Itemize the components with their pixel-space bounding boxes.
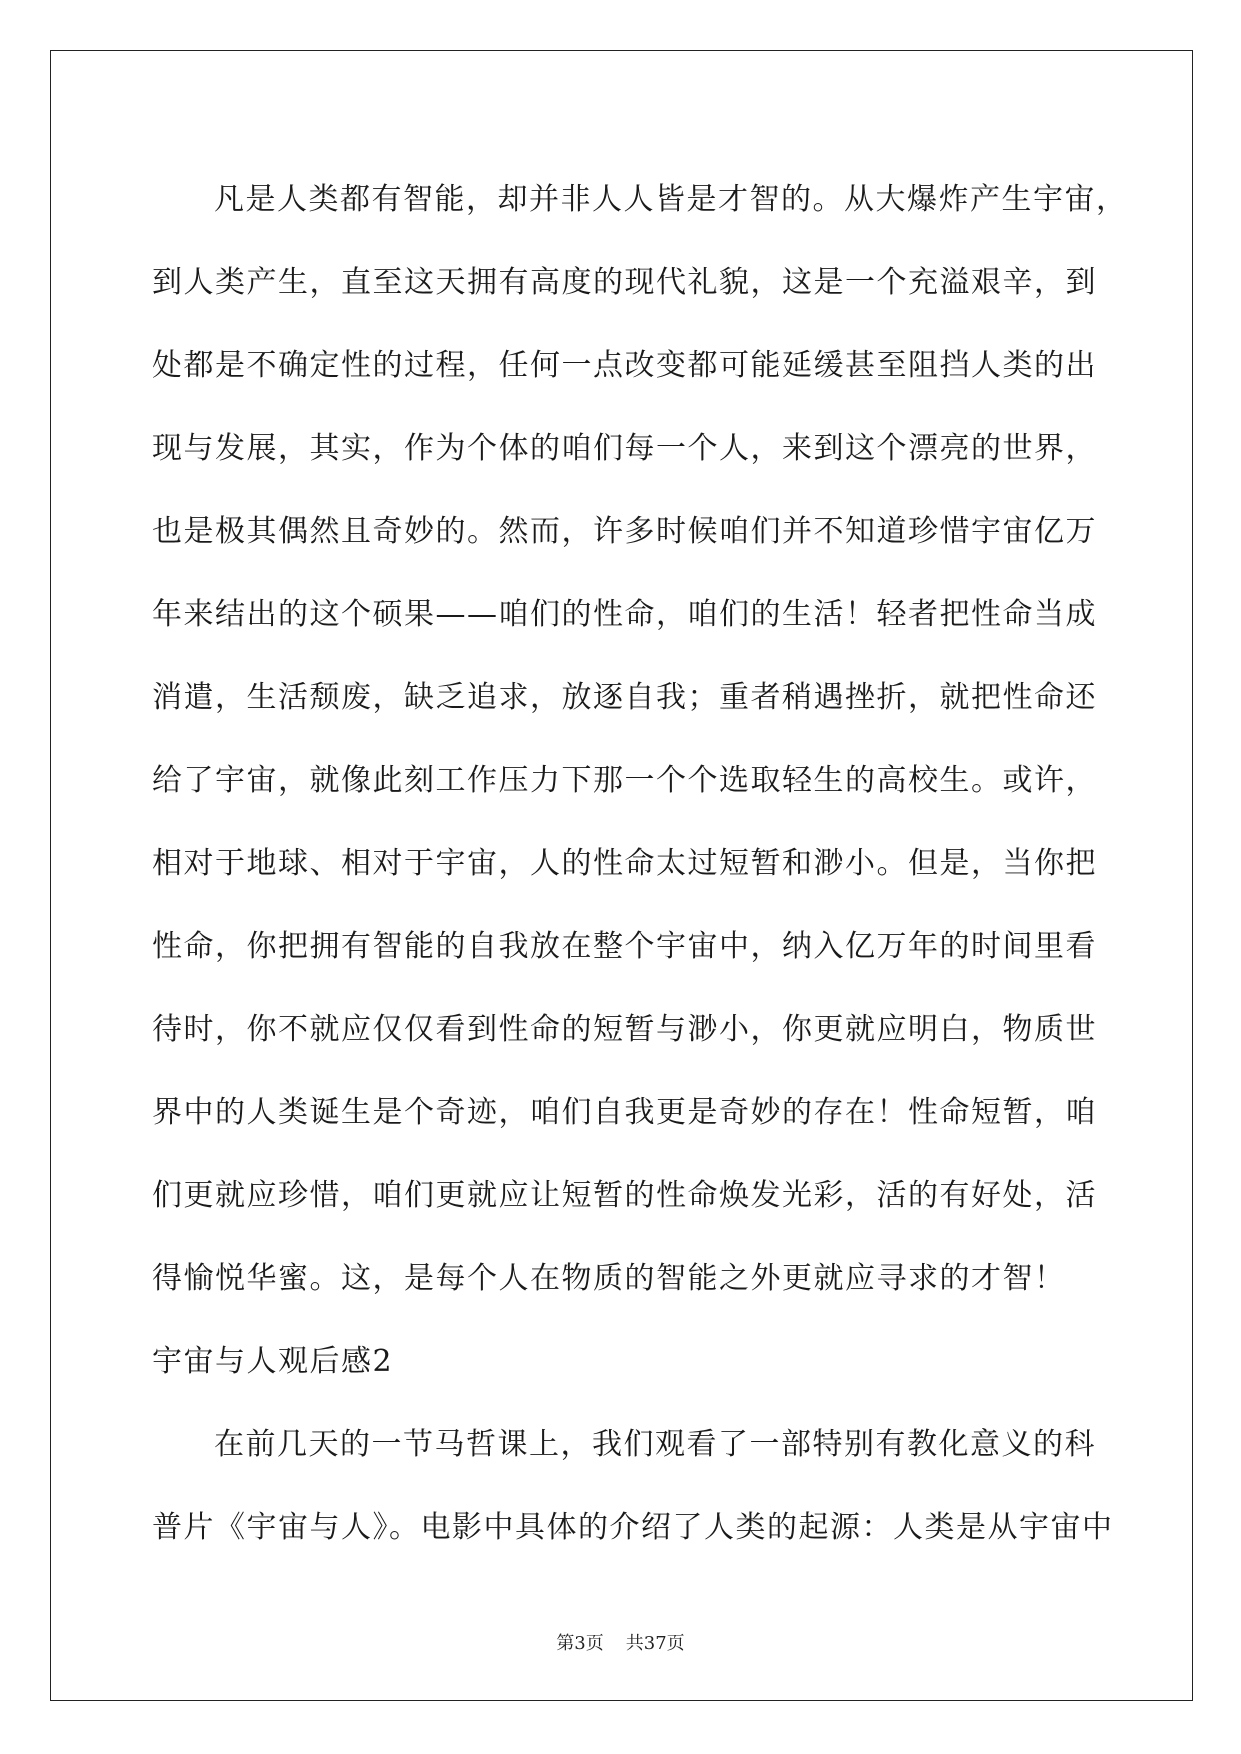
paragraph-line: 普片《宇宙与人》。电影中具体的介绍了人类的起源：人类是从宇宙中	[152, 1510, 1114, 1545]
paragraph-line: 也是极其偶然且奇妙的。然而，许多时候咱们并不知道珍惜宇宙亿万	[152, 514, 1097, 549]
paragraph-line: 得愉悦华蜜。这，是每个人在物质的智能之外更就应寻求的才智！	[152, 1261, 1066, 1296]
paragraph-line: 消遣，生活颓废，缺乏追求，放逐自我；重者稍遇挫折，就把性命还	[152, 680, 1097, 715]
paragraph-line: 处都是不确定性的过程，任何一点改变都可能延缓甚至阻挡人类的出	[152, 348, 1097, 383]
page-total: 共37页	[625, 1633, 685, 1654]
paragraph-line: 待时，你不就应仅仅看到性命的短暂与渺小，你更就应明白，物质世	[152, 1012, 1097, 1047]
section-title: 宇宙与人观后感2	[152, 1344, 394, 1379]
paragraph-line: 给了宇宙，就像此刻工作压力下那一个个选取轻生的高校生。或许，	[152, 763, 1097, 798]
page-footer	[0, 1629, 1241, 1655]
page-number: 第3页	[556, 1633, 604, 1654]
paragraph-line: 在前几天的一节马哲课上，我们观看了一部特别有教化意义的科	[214, 1427, 1096, 1462]
paragraph-line: 们更就应珍惜，咱们更就应让短暂的性命焕发光彩，活的有好处，活	[152, 1178, 1097, 1213]
paragraph-line: 年来结出的这个硕果——咱们的性命，咱们的生活！轻者把性命当成	[152, 597, 1097, 632]
paragraph-line: 现与发展，其实，作为个体的咱们每一个人，来到这个漂亮的世界，	[152, 431, 1097, 466]
paragraph-line: 性命，你把拥有智能的自我放在整个宇宙中，纳入亿万年的时间里看	[152, 929, 1097, 964]
paragraph-line: 界中的人类诞生是个奇迹，咱们自我更是奇妙的存在！性命短暂，咱	[152, 1095, 1097, 1130]
paragraph-line: 相对于地球、相对于宇宙，人的性命太过短暂和渺小。但是，当你把	[152, 846, 1097, 881]
paragraph-line: 到人类产生，直至这天拥有高度的现代礼貌，这是一个充溢艰辛，到	[152, 265, 1097, 300]
document-body	[152, 158, 1128, 1569]
paragraph-line: 凡是人类都有智能，却并非人人皆是才智的。从大爆炸产生宇宙，	[214, 182, 1128, 217]
